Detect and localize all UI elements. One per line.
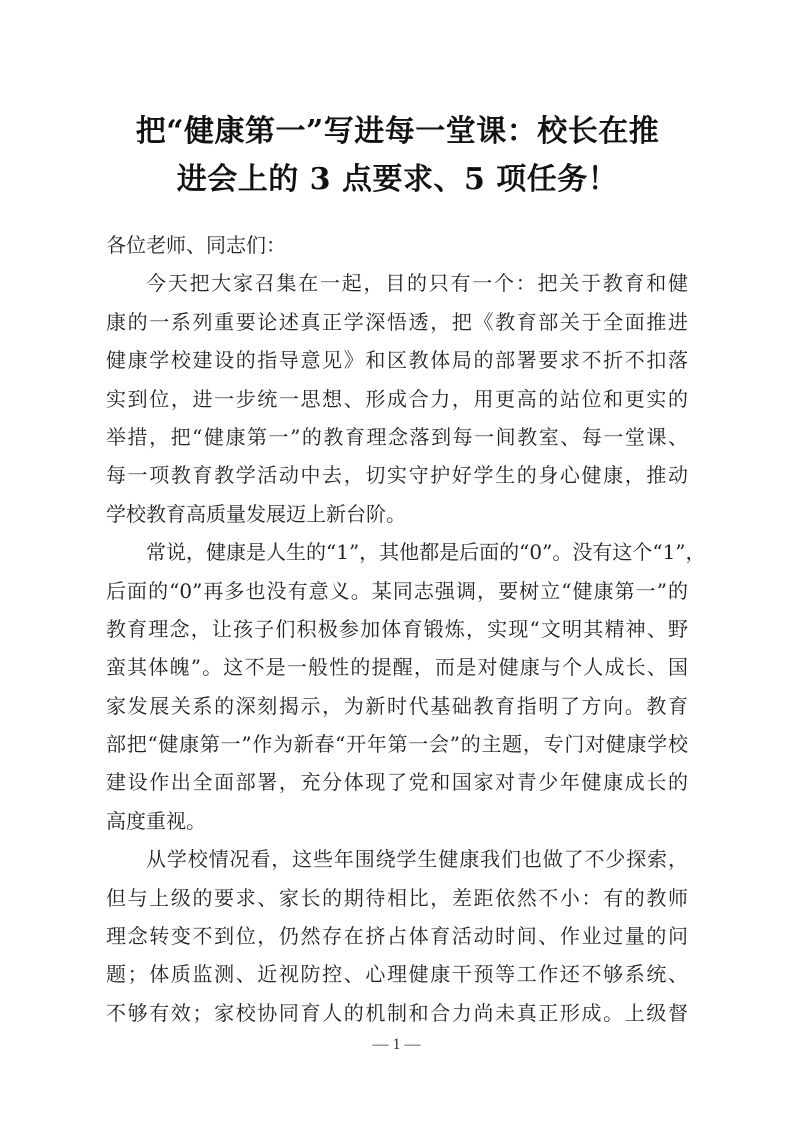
paragraph-line: 但与上级的要求、家长的期待相比，差距依然不小：有的教师	[106, 885, 688, 910]
paragraph-3	[106, 840, 688, 1032]
paragraph-line: 教育理念，让孩子们积极参加体育锻炼，实现“文明其精神、野	[106, 616, 688, 641]
paragraph-line: 后面的“0”再多也没有意义。某同志强调，要树立“健康第一”的	[106, 578, 688, 603]
paragraph-line: 从学校情况看，这些年围绕学生健康我们也做了不少探索，	[146, 847, 688, 872]
paragraph-line: 部把“健康第一”作为新春“开年第一会”的主题，专门对健康学校	[106, 732, 688, 757]
title-line-1: 把“健康第一”写进每一堂课：校长在推	[135, 114, 660, 149]
title-line-2: 进会上的 3 点要求、5 项任务！	[176, 162, 619, 197]
paragraph-line: 建设作出全面部署，充分体现了党和国家对青少年健康成长的	[106, 770, 688, 795]
paragraph-line: 家发展关系的深刻揭示，为新时代基础教育指明了方向。教育	[106, 693, 688, 718]
document-body	[106, 226, 706, 1032]
paragraph-line: 题；体质监测、近视防控、心理健康干预等工作还不够系统、	[106, 962, 688, 987]
paragraph-line: 高度重视。	[106, 808, 206, 833]
paragraph-1	[106, 264, 688, 533]
paragraph-line: 举措，把“健康第一”的教育理念落到每一间教室、每一堂课、	[106, 424, 688, 449]
paragraph-line: 每一项教育教学活动中去，切实守护好学生的身心健康，推动	[106, 463, 688, 488]
paragraph-line: 今天把大家召集在一起，目的只有一个：把关于教育和健	[146, 271, 688, 296]
paragraph-line: 健康学校建设的指导意见》和区教体局的部署要求不折不扣落	[106, 348, 688, 373]
paragraph-line: 不够有效；家校协同育人的机制和合力尚未真正形成。上级督	[106, 1000, 688, 1025]
paragraph-2	[106, 533, 706, 840]
paragraph-line: 学校教育高质量发展迈上新台阶。	[106, 501, 406, 526]
paragraph-line: 常说，健康是人生的“1”，其他都是后面的“0”。没有这个“1”，	[146, 540, 706, 565]
greeting: 各位老师、同志们：	[106, 233, 286, 257]
page-number: — 1 —	[372, 1036, 421, 1053]
document-title	[105, 108, 690, 204]
paragraph-line: 实到位，进一步统一思想、形成合力，用更高的站位和更实的	[106, 386, 688, 411]
paragraph-line: 理念转变不到位，仍然存在挤占体育活动时间、作业过量的问	[106, 924, 688, 949]
paragraph-line: 康的一系列重要论述真正学深悟透，把《教育部关于全面推进	[106, 309, 688, 334]
paragraph-line: 蛮其体魄”。这不是一般性的提醒，而是对健康与个人成长、国	[106, 655, 688, 680]
